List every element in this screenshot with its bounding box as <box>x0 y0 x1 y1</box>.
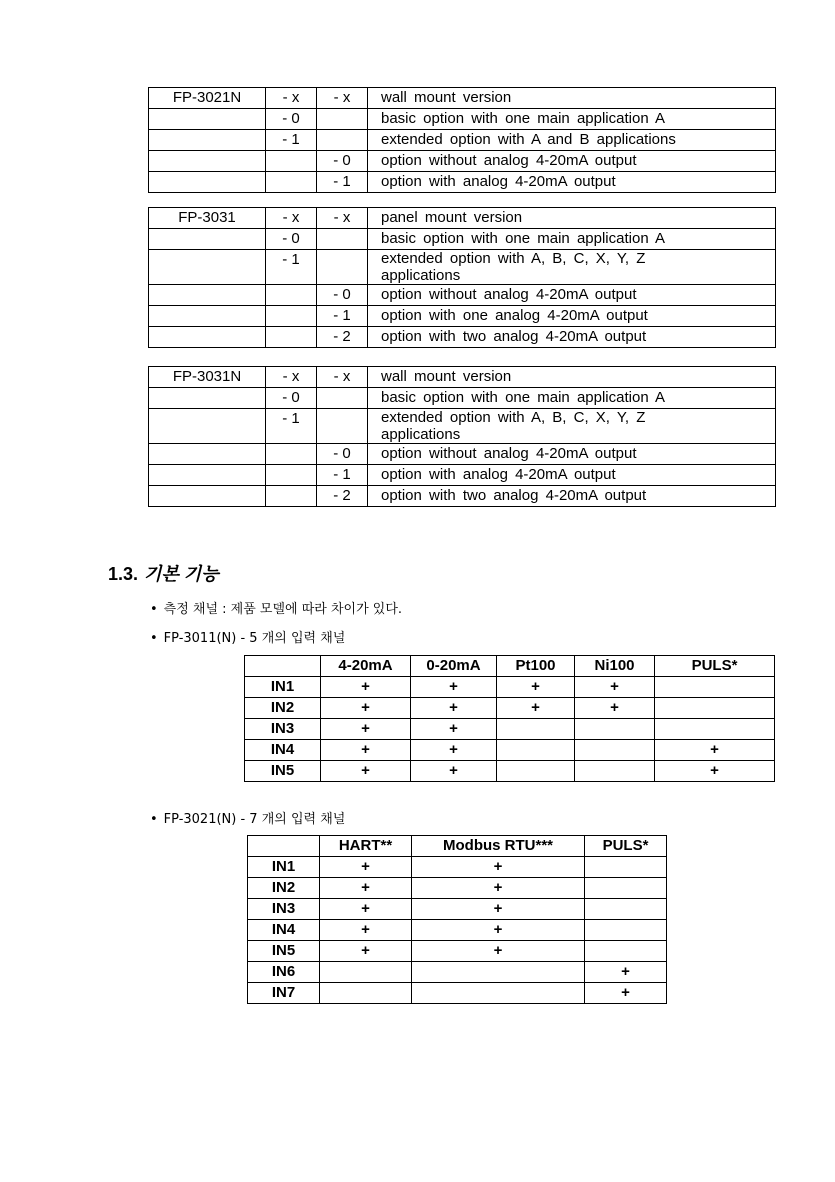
description-cell: option with analog 4-20mA output <box>368 172 776 193</box>
table-row <box>248 878 667 899</box>
option2-cell: - 1 <box>317 172 368 193</box>
table-cell <box>497 719 575 740</box>
table-cell <box>655 677 775 698</box>
row-label: IN5 <box>245 761 321 782</box>
row-label: IN4 <box>245 740 321 761</box>
model-cell <box>149 409 266 444</box>
table-row <box>149 130 776 151</box>
table-cell: + <box>411 740 497 761</box>
description-cell: option without analog 4-20mA output <box>368 285 776 306</box>
bullet-fp3011 <box>150 627 345 646</box>
model-cell <box>149 465 266 486</box>
column-header: PULS* <box>585 836 667 857</box>
table-row <box>245 740 775 761</box>
table-cell: + <box>320 920 412 941</box>
table-cell: + <box>412 878 585 899</box>
table-row <box>149 109 776 130</box>
description-cell: basic option with one main application A <box>368 229 776 250</box>
table-cell <box>320 983 412 1004</box>
table-cell <box>585 857 667 878</box>
model-cell <box>149 388 266 409</box>
table-cell <box>497 740 575 761</box>
description-cell: extended option with A and B applications <box>368 130 776 151</box>
table-cell: + <box>585 983 667 1004</box>
option2-cell <box>317 229 368 250</box>
bullet-icon: • <box>150 631 158 646</box>
model-cell <box>149 306 266 327</box>
column-header: 4-20mA <box>321 656 411 677</box>
model-cell <box>149 250 266 285</box>
row-label: IN5 <box>248 941 320 962</box>
description-cell: extended option with A, B, C, X, Y, Z applications <box>368 409 776 444</box>
model-cell <box>149 229 266 250</box>
table-cell: + <box>411 677 497 698</box>
table-row <box>248 857 667 878</box>
model-table-fp3031n <box>148 366 776 507</box>
table-row <box>149 306 776 327</box>
table-cell: + <box>321 677 411 698</box>
bullet-measurement-channels <box>150 598 402 617</box>
option1-cell: - 1 <box>266 250 317 285</box>
table-row <box>149 151 776 172</box>
table-row <box>245 761 775 782</box>
table-row <box>248 941 667 962</box>
table-row <box>248 899 667 920</box>
option1-cell: - x <box>266 88 317 109</box>
option1-cell: - 1 <box>266 130 317 151</box>
bullet-text: 측정 채널 : 제품 모델에 따라 차이가 있다. <box>163 602 403 617</box>
option1-cell <box>266 285 317 306</box>
table-cell: + <box>411 719 497 740</box>
model-table-fp3031 <box>148 207 776 348</box>
row-label: IN3 <box>248 899 320 920</box>
option1-cell <box>266 486 317 507</box>
row-label: IN3 <box>245 719 321 740</box>
description-cell: option with two analog 4-20mA output <box>368 327 776 348</box>
description-cell: basic option with one main application A <box>368 109 776 130</box>
column-header: Modbus RTU*** <box>412 836 585 857</box>
row-label: IN1 <box>245 677 321 698</box>
table-row <box>149 388 776 409</box>
table-cell <box>655 698 775 719</box>
model-cell <box>149 285 266 306</box>
column-header <box>248 836 320 857</box>
table-cell: + <box>575 698 655 719</box>
model-cell <box>149 486 266 507</box>
option2-cell: - 2 <box>317 486 368 507</box>
io-table-fp3011 <box>244 655 775 782</box>
table-cell: + <box>321 698 411 719</box>
column-header: PULS* <box>655 656 775 677</box>
table-cell <box>585 920 667 941</box>
table-cell: + <box>411 761 497 782</box>
option2-cell: - 0 <box>317 285 368 306</box>
model-cell <box>149 172 266 193</box>
option2-cell <box>317 388 368 409</box>
table-row <box>245 719 775 740</box>
row-label: IN6 <box>248 962 320 983</box>
table-row <box>149 444 776 465</box>
option2-cell: - 1 <box>317 306 368 327</box>
table-row <box>149 250 776 285</box>
table-cell <box>585 941 667 962</box>
option2-cell <box>317 250 368 285</box>
model-cell <box>149 151 266 172</box>
bullet-icon: • <box>150 602 158 617</box>
description-cell: wall mount version <box>368 88 776 109</box>
section-heading <box>108 560 219 586</box>
row-label: IN1 <box>248 857 320 878</box>
description-cell: panel mount version <box>368 208 776 229</box>
option2-cell: - x <box>317 88 368 109</box>
table-row <box>248 983 667 1004</box>
column-header: Ni100 <box>575 656 655 677</box>
table-cell: + <box>585 962 667 983</box>
description-cell: basic option with one main application A <box>368 388 776 409</box>
option1-cell: - x <box>266 208 317 229</box>
model-cell <box>149 327 266 348</box>
description-cell: option with two analog 4-20mA output <box>368 486 776 507</box>
option2-cell <box>317 130 368 151</box>
option1-cell: - x <box>266 367 317 388</box>
table-row <box>245 698 775 719</box>
table-cell: + <box>497 698 575 719</box>
description-cell: option without analog 4-20mA output <box>368 151 776 172</box>
option1-cell <box>266 444 317 465</box>
table-cell <box>585 878 667 899</box>
io-table-fp3021 <box>247 835 667 1004</box>
table-row <box>245 677 775 698</box>
table-row <box>149 465 776 486</box>
option1-cell <box>266 151 317 172</box>
section-title: 기본 기능 <box>144 564 219 584</box>
table-cell <box>497 761 575 782</box>
table-row <box>149 88 776 109</box>
description-cell: option without analog 4-20mA output <box>368 444 776 465</box>
row-label: IN2 <box>248 878 320 899</box>
column-header: Pt100 <box>497 656 575 677</box>
option1-cell <box>266 465 317 486</box>
column-header: HART** <box>320 836 412 857</box>
table-cell: + <box>412 899 585 920</box>
option2-cell: - 1 <box>317 465 368 486</box>
header-row <box>248 836 667 857</box>
option1-cell: - 1 <box>266 409 317 444</box>
table-row <box>149 486 776 507</box>
table-cell: + <box>411 698 497 719</box>
option2-cell: - 0 <box>317 151 368 172</box>
table-cell <box>585 899 667 920</box>
description-cell: extended option with A, B, C, X, Y, Z applications <box>368 250 776 285</box>
table-cell: + <box>655 761 775 782</box>
row-label: IN4 <box>248 920 320 941</box>
option1-cell <box>266 327 317 348</box>
table-cell: + <box>412 920 585 941</box>
option1-cell: - 0 <box>266 229 317 250</box>
table-cell: + <box>655 740 775 761</box>
table-cell <box>412 983 585 1004</box>
bullet-text: FP-3011(N) - 5 개의 입력 채널 <box>163 631 346 646</box>
table-row <box>149 367 776 388</box>
table-row <box>248 962 667 983</box>
bullet-text: FP-3021(N) - 7 개의 입력 채널 <box>163 812 346 827</box>
option1-cell: - 0 <box>266 388 317 409</box>
table-cell <box>575 740 655 761</box>
table-cell: + <box>497 677 575 698</box>
option2-cell: - x <box>317 208 368 229</box>
table-cell: + <box>321 740 411 761</box>
table-cell: + <box>412 941 585 962</box>
model-cell: FP-3031 <box>149 208 266 229</box>
table-cell <box>412 962 585 983</box>
description-cell: wall mount version <box>368 367 776 388</box>
table-cell: + <box>321 761 411 782</box>
option1-cell: - 0 <box>266 109 317 130</box>
description-cell: option with analog 4-20mA output <box>368 465 776 486</box>
model-cell <box>149 444 266 465</box>
option2-cell <box>317 109 368 130</box>
option1-cell <box>266 172 317 193</box>
row-label: IN2 <box>245 698 321 719</box>
table-cell: + <box>412 857 585 878</box>
option1-cell <box>266 306 317 327</box>
table-cell: + <box>320 878 412 899</box>
model-cell <box>149 109 266 130</box>
table-row <box>149 229 776 250</box>
table-cell <box>320 962 412 983</box>
table-cell: + <box>320 899 412 920</box>
table-cell <box>655 719 775 740</box>
table-cell: + <box>320 857 412 878</box>
table-cell <box>575 761 655 782</box>
table-row <box>149 172 776 193</box>
table-row <box>149 409 776 444</box>
table-row <box>149 285 776 306</box>
section-number: 1.3. <box>108 564 139 584</box>
column-header <box>245 656 321 677</box>
option2-cell: - 0 <box>317 444 368 465</box>
row-label: IN7 <box>248 983 320 1004</box>
bullet-icon: • <box>150 812 158 827</box>
table-cell: + <box>575 677 655 698</box>
model-cell: FP-3021N <box>149 88 266 109</box>
description-cell: option with one analog 4-20mA output <box>368 306 776 327</box>
column-header: 0-20mA <box>411 656 497 677</box>
table-cell <box>575 719 655 740</box>
bullet-fp3021 <box>150 808 345 827</box>
model-cell: FP-3031N <box>149 367 266 388</box>
option2-cell <box>317 409 368 444</box>
option2-cell: - x <box>317 367 368 388</box>
table-cell: + <box>320 941 412 962</box>
model-table-fp3021n <box>148 87 776 193</box>
option2-cell: - 2 <box>317 327 368 348</box>
model-cell <box>149 130 266 151</box>
table-row <box>248 920 667 941</box>
table-row <box>149 327 776 348</box>
table-row <box>149 208 776 229</box>
table-cell: + <box>321 719 411 740</box>
header-row <box>245 656 775 677</box>
